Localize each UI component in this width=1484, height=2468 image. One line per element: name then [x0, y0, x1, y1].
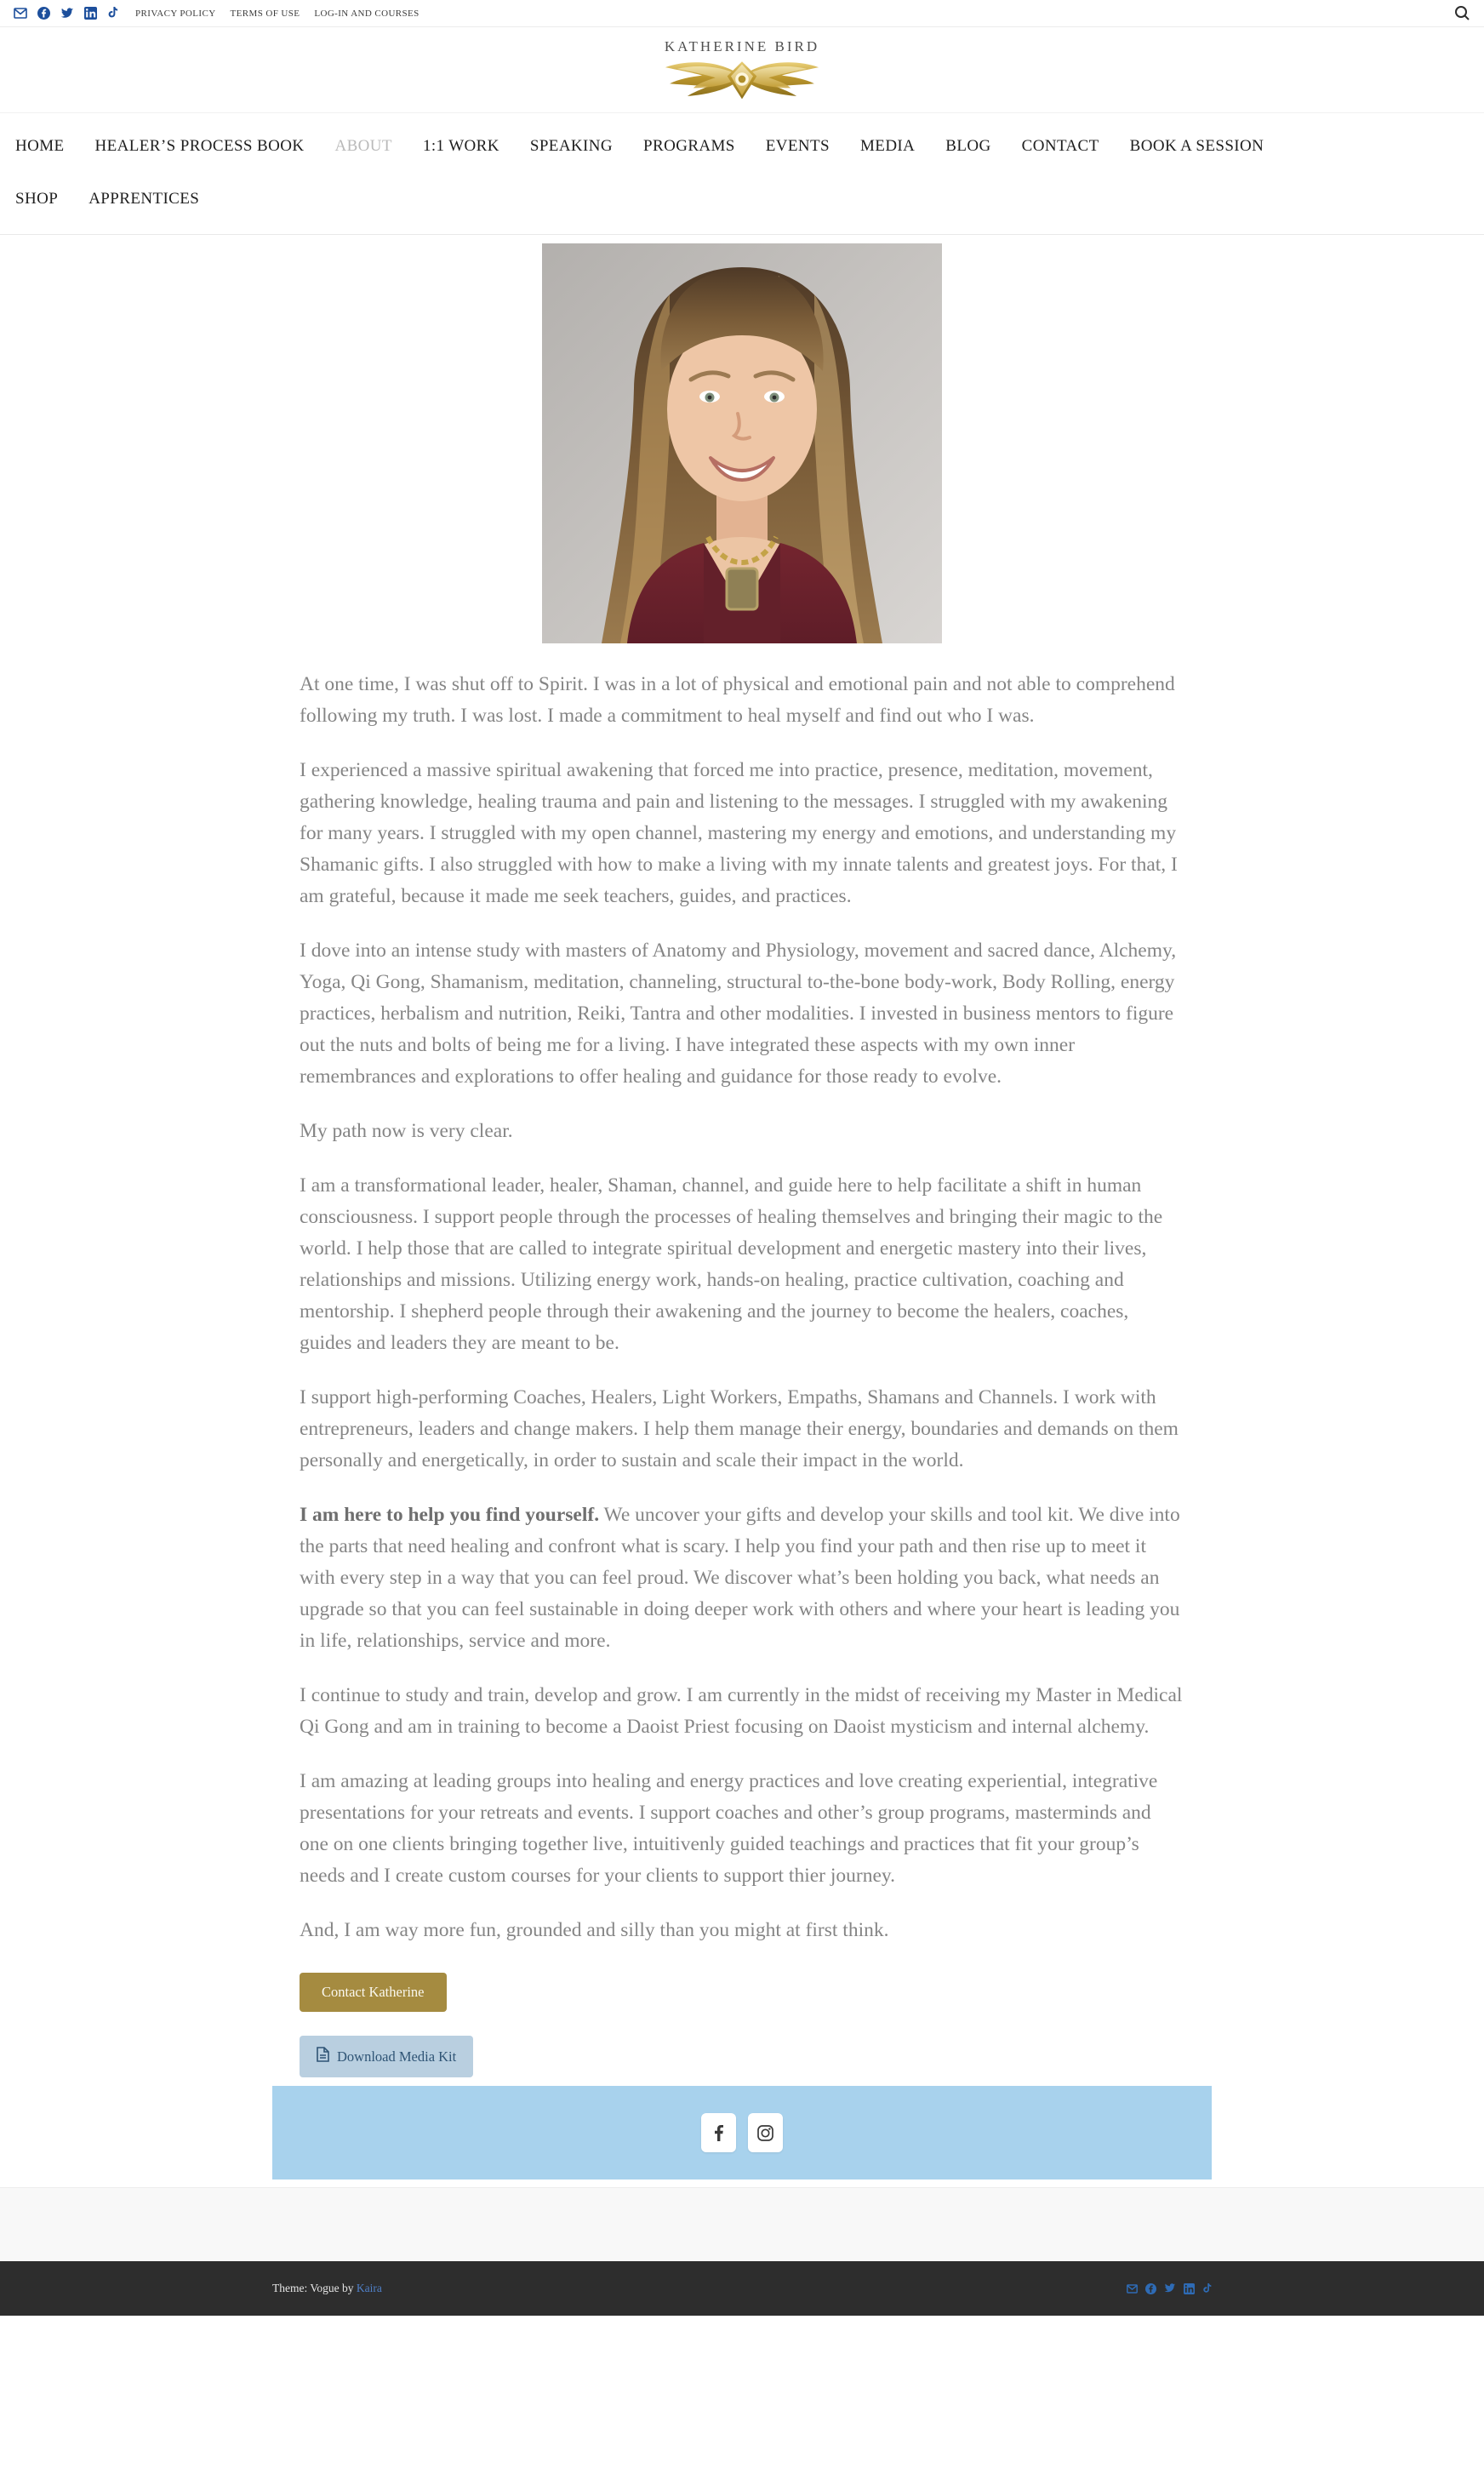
- footer-widget-band: [0, 2187, 1484, 2261]
- portrait-photo: [542, 243, 942, 643]
- terms-of-use-link[interactable]: TERMS OF USE: [230, 8, 300, 19]
- nav-item-apprentices[interactable]: APPRENTICES: [88, 190, 200, 208]
- download-button-label: Download Media Kit: [337, 2048, 457, 2065]
- nav-item-contact[interactable]: CONTACT: [1021, 137, 1099, 155]
- nav-item-home[interactable]: HOME: [15, 137, 65, 155]
- nav-item-healers-process-book[interactable]: HEALER’S PROCESS BOOK: [94, 137, 305, 155]
- paragraph: At one time, I was shut off to Spirit. I was in a lot of physical and emotional pain and not able to comprehend following my truth. I was lost. I made a commitment to heal myself and find out who I was.: [300, 673, 1175, 727]
- topbar-links: [135, 9, 420, 19]
- nav-item-1-1-work[interactable]: 1:1 WORK: [422, 137, 499, 155]
- nav-item-media[interactable]: MEDIA: [860, 137, 916, 155]
- nav-item-events[interactable]: EVENTS: [765, 137, 830, 155]
- search-icon[interactable]: [1454, 5, 1470, 21]
- tiktok-icon[interactable]: [107, 7, 118, 20]
- download-button-row: [300, 2012, 1184, 2077]
- facebook-icon[interactable]: [701, 2113, 736, 2152]
- highlight-lead: I am here to help you find yourself.: [300, 1504, 600, 1526]
- nav-row-1: [15, 137, 1469, 156]
- twitter-icon[interactable]: [1164, 2283, 1176, 2294]
- theme-author-link[interactable]: Kaira: [356, 2282, 382, 2294]
- paragraph: I continue to study and train, develop and grow. I am currently in the midst of receiving my Master in Medical Qi Gong and am in training to become a Daoist Priest focusing on Daoist mysticism and internal alchemy.: [300, 1684, 1183, 1738]
- email-icon[interactable]: [14, 8, 27, 19]
- download-media-kit-button[interactable]: [300, 2036, 473, 2077]
- site-title: KATHERINE BIRD: [664, 38, 820, 54]
- site-footer: [0, 2261, 1484, 2316]
- paragraph: I support high-performing Coaches, Healers, Light Workers, Empaths, Shamans and Channels. I work with entrepreneurs, leaders and change makers. I help them manage their energy, boundaries and demands on them personally and energetically, in order to sustain and scale their impact in the world.: [300, 1386, 1179, 1471]
- paragraph: I dove into an intense study with masters of Anatomy and Physiology, movement and sacred dance, Alchemy, Yoga, Qi Gong, Shamanism, meditation, channeling, structural to-the-bone body-work, Body Rolling, energy practices, herbalism and nutrition, Reiki, Tantra and other modalities. I invested in business mentors to figure out the nuts and bolts of being me for a living. I have integrated these aspects with my own inner remembrances and explorations to offer healing and guidance for those ready to evolve.: [300, 940, 1177, 1088]
- email-icon[interactable]: [1127, 2284, 1138, 2294]
- privacy-policy-link[interactable]: PRIVACY POLICY: [135, 8, 216, 19]
- nav-item-about[interactable]: ABOUT: [334, 137, 392, 155]
- about-content: [300, 235, 1184, 2077]
- paragraph: I am a transformational leader, healer, Shaman, channel, and guide here to help facilitate a shift in human consciousness. I support people through the processes of healing themselves and bringing their magic to the world. I help those that are called to integrate spiritual development and energetic mastery into their lives, relationships and missions. Utilizing energy work, hands-on healing, practice cultivation, coaching and mentorship. I shepherd people through their awakening and the journey to become the healers, coaches, guides and leaders they are meant to be.: [300, 1174, 1163, 1354]
- footer-social-icons: [1127, 2283, 1212, 2294]
- contact-katherine-button[interactable]: Contact Katherine: [300, 1973, 447, 2012]
- paragraph: My path now is very clear.: [300, 1120, 513, 1142]
- twitter-icon[interactable]: [60, 8, 74, 20]
- linkedin-icon[interactable]: [1184, 2283, 1195, 2294]
- main-navigation: [0, 113, 1484, 235]
- highlight-rest: We uncover your gifts and develop your skills and tool kit. We dive into the parts that need healing and confront what is scary. I help you find your path and then rise up to meet it with every step in a way that you can feel proud. We discover what’s been holding you back, what needs an upgrade so that you can feel sustainable in doing deeper work with others and where your heart is leading you in life, relationships, service and more.: [300, 1504, 1180, 1652]
- facebook-icon[interactable]: [1145, 2283, 1156, 2294]
- instagram-icon[interactable]: [748, 2113, 783, 2152]
- paragraph-highlight: [300, 1500, 1184, 1657]
- topbar-social-icons: [14, 7, 118, 20]
- footer-inner: [272, 2282, 1212, 2295]
- theme-credit-text: Theme: Vogue by: [272, 2282, 357, 2294]
- linkedin-icon[interactable]: [84, 7, 97, 20]
- paragraph: I experienced a massive spiritual awakening that forced me into practice, presence, meditation, movement, gathering knowledge, healing trauma and pain and listening to the messages. I struggled with my awakening for many years. I struggled with my open channel, mastering my energy and emotions, and understanding my Shamanic gifts. I also struggled with how to make a living with my innate talents and greatest joys. For that, I am grateful, because it made me seek teachers, guides, and practices.: [300, 759, 1178, 907]
- theme-credit: [272, 2282, 382, 2295]
- site-header: [0, 27, 1484, 113]
- nav-item-blog[interactable]: BLOG: [945, 137, 991, 155]
- nav-item-programs[interactable]: PROGRAMS: [643, 137, 735, 155]
- contact-button-row: [300, 1969, 1184, 2012]
- paragraph: And, I am way more fun, grounded and silly than you might at first think.: [300, 1919, 889, 1941]
- gold-wings-logo-icon[interactable]: [0, 57, 1484, 106]
- pdf-file-icon: [317, 2047, 329, 2066]
- nav-item-book-a-session[interactable]: BOOK A SESSION: [1129, 137, 1264, 155]
- nav-item-speaking[interactable]: SPEAKING: [529, 137, 614, 155]
- social-band: [272, 2086, 1212, 2179]
- tiktok-icon[interactable]: [1202, 2283, 1212, 2294]
- paragraph: I am amazing at leading groups into healing and energy practices and love creating experiential, integrative presentations for your retreats and events. I support coaches and other’s group programs, masterminds and one on one clients bringing together live, intuitivenly guided teachings and practices that fit your group’s needs and I create custom courses for your clients to support thier journey.: [300, 1770, 1158, 1887]
- facebook-icon[interactable]: [37, 7, 50, 20]
- top-bar: [0, 0, 1484, 27]
- nav-item-shop[interactable]: SHOP: [15, 190, 59, 208]
- nav-row-2: [15, 190, 1469, 209]
- login-courses-link[interactable]: LOG-IN AND COURSES: [314, 8, 420, 19]
